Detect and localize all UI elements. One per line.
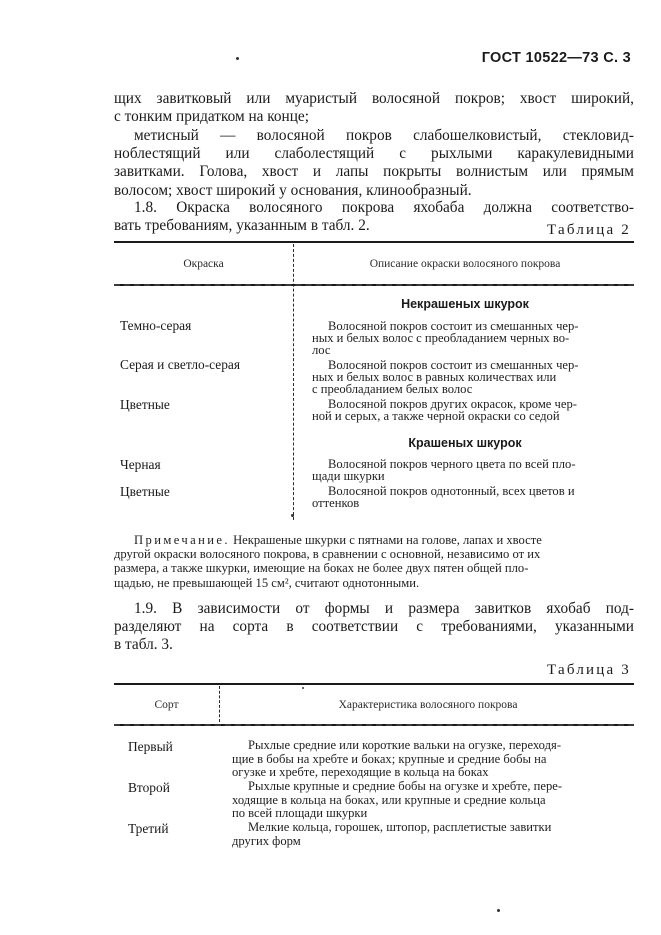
text-line: ных и белых волос с преобладанием черных во-	[312, 331, 570, 346]
paragraph-1-9	[114, 600, 634, 655]
text-line: Волосяной покров состоит из смешанных чер-	[328, 358, 579, 372]
table-3-row-name: Третий	[128, 821, 169, 836]
text-line: другой окраски волосяного покрова, в сравнении с основной, независимо от их	[114, 547, 541, 562]
text-line: Волосяной покров состоит из смешанных чер-	[328, 319, 579, 333]
text-line: вать требованиям, указанным в табл. 2.	[114, 217, 370, 235]
text-line: ноблестящий или слаболестящий с рыхлыми каракулевидными	[114, 145, 634, 163]
table-3-top-rule	[114, 683, 634, 685]
text-line: щие в бобы на хребте и боках; крупные и средние бобы на	[232, 751, 547, 766]
text-line: в табл. 3.	[114, 636, 173, 654]
text-line: ных и белых волос в равных количествах или	[312, 370, 557, 385]
scan-speck	[302, 687, 304, 689]
table-2-row-name: Темно-серая	[120, 318, 192, 333]
note-text: Некрашеные шкурки с пятнами на голове, лапах и хвосте	[229, 533, 542, 547]
table-2-row-name: Серая и светло-серая	[120, 357, 241, 372]
text-line: Рыхлые крупные и средние бобы на огузке и хребте, пере-	[248, 779, 563, 793]
scan-speck	[236, 57, 239, 60]
table-2-row-name: Цветные	[120, 397, 170, 412]
table-2-section-dyed: Крашеных шкурок	[408, 436, 522, 450]
text-line: с тонким придатком на конце;	[114, 108, 309, 126]
table-2-caption: Таблица 2	[547, 222, 631, 238]
text-line: огузке и хребте, переходящие в кольца на боках	[232, 765, 489, 780]
text-line: с преобладанием белых волос	[312, 382, 473, 397]
text-line: Волосяной покров других окрасок, кроме чер-	[328, 397, 577, 411]
table-2-row-name: Цветные	[120, 484, 170, 499]
table-2-note	[114, 533, 634, 590]
text-line: щих завитковый или муаристый волосяной покров; хвост широкий,	[114, 90, 634, 107]
table-2-row-description	[312, 458, 634, 482]
table-3-row-name: Второй	[128, 780, 170, 795]
text-line: размера, а также шкурки, имеющие на боках не более двух пятен общей пло-	[114, 561, 529, 576]
text-line: Волосяной покров черного цвета по всей пло-	[328, 457, 576, 471]
table-3-header-characteristic: Характеристика волосяного покрова	[338, 699, 518, 711]
table-2-section-undyed: Некрашеных шкурок	[401, 297, 529, 311]
text-line: Волосяной покров однотонный, всех цветов и	[328, 484, 575, 498]
table-3-column-divider	[219, 686, 220, 722]
text-line: Мелкие кольца, горошек, штопор, расплетистые завитки	[248, 820, 552, 834]
table-3-row-description	[232, 739, 634, 780]
text-line: других форм	[232, 833, 301, 848]
text-line: щади шкурки	[312, 469, 385, 484]
text-line: 1.9. В зависимости от формы и размера завитков яхобаб под-	[134, 600, 634, 617]
text-line: щадью, не превышающей 15 см², считают однотонными.	[114, 575, 420, 590]
text-line	[114, 533, 634, 547]
scan-speck	[497, 909, 500, 912]
paragraph-metis	[114, 127, 634, 200]
text-line: ходящие в кольца на боках, или крупные и средние кольца	[232, 792, 546, 807]
table-2-row-description	[312, 398, 634, 422]
table-2-header-color: Окраска	[183, 258, 224, 270]
page-header: ГОСТ 10522—73 С. 3	[481, 50, 631, 66]
table-3-row-name: Первый	[128, 739, 173, 754]
table-2-header-rule	[114, 284, 634, 286]
text-line: разделяют на сорта в соответствии с требованиями, указанными	[114, 618, 634, 636]
text-line: 1.8. Окраска волосяного покрова яхобаба должна соответство-	[134, 199, 634, 216]
table-2-row-description	[312, 485, 634, 509]
table-3-caption: Таблица 3	[547, 662, 631, 678]
table-3-header-grade: Сорт	[154, 699, 179, 711]
text-line: Рыхлые средние или короткие вальки на огузке, переходя-	[248, 738, 562, 752]
table-3-row-description	[232, 821, 634, 848]
table-2-row-name: Черная	[120, 457, 161, 472]
text-line: волосом; хвост широкий у основания, клинообразный.	[114, 181, 472, 199]
table-2-header-description: Описание окраски волосяного покрова	[369, 258, 561, 270]
table-2-row-description	[312, 320, 634, 357]
text-line: оттенков	[312, 496, 360, 511]
paragraph-continuation	[114, 90, 634, 126]
table-3-row-description	[232, 780, 634, 821]
table-2-top-rule	[114, 241, 634, 243]
table-3-header-rule	[114, 724, 634, 726]
scan-speck	[291, 514, 294, 517]
text-line: метисный — волосяной покров слабошелковистый, стекловид-	[134, 127, 634, 144]
text-line: ной и серых, а также черной окраски со седой	[312, 409, 560, 424]
note-label: Примечание.	[134, 533, 230, 547]
text-line: завитками. Голова, хвост и лапы покрыты волнистым или прямым	[114, 163, 634, 181]
text-line: по всей площади шкурки	[232, 806, 368, 821]
text-line: лос	[312, 343, 331, 358]
table-2-row-description	[312, 359, 634, 396]
